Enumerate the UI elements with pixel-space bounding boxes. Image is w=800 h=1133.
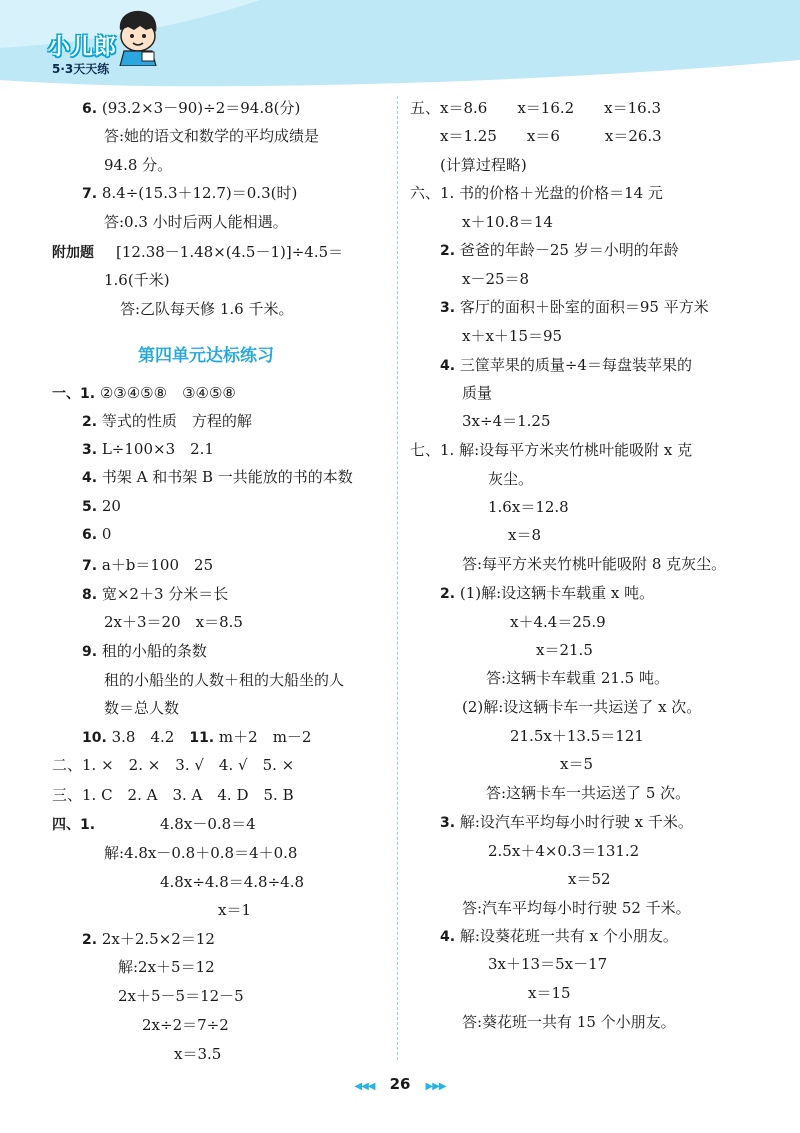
answer-line: 答:这辆卡车载重 21.5 吨。 — [486, 669, 669, 687]
answer-line: 1.6(千米) — [104, 271, 170, 289]
logo-title: 小儿郎 — [48, 35, 118, 60]
answer-line: 解:4.8x－0.8＋0.8＝4＋0.8 — [104, 844, 298, 862]
answer-line: 2x÷2＝7÷2 — [142, 1016, 229, 1034]
answer-line: 3. 解:设汽车平均每小时行驶 x 千米。 — [440, 813, 693, 831]
answer-line: 答:她的语文和数学的平均成绩是 — [104, 127, 320, 145]
page-number: 26 — [389, 1075, 411, 1093]
answer-line: [12.38－1.48×(4.5－1)]÷4.5＝ — [116, 243, 344, 261]
bonus-label: 附加题 — [52, 245, 94, 261]
next-arrows-icon: ▶▶▶ — [425, 1081, 446, 1092]
answer-line: 灰尘。 — [488, 470, 534, 488]
answer-line: 4. 书架 A 和书架 B 一共能放的书的本数 — [82, 468, 353, 486]
answer-line: x＝1.25 x＝6 x＝26.3 — [440, 127, 662, 145]
mascot-boy-icon — [112, 8, 162, 66]
answer-line: x＋4.4＝25.9 — [510, 613, 606, 631]
answer-line: 三、1. C 2. A 3. A 4. D 5. B — [52, 786, 294, 804]
answer-line: 4. 三筐苹果的质量÷4＝每盘装苹果的 — [440, 356, 692, 374]
answer-line: 5. 20 — [82, 497, 121, 515]
answer-line: 2.5x＋4×0.3＝131.2 — [488, 842, 640, 860]
answer-line: (计算过程略) — [440, 156, 527, 174]
answer-line: 一、1. ②③④⑤⑧ ③④⑤⑧ — [52, 384, 236, 402]
answer-line: 7. a＋b＝100 25 — [82, 556, 214, 574]
answer-line: 4.8x－0.8＝4 — [160, 815, 256, 833]
answer-line: 10. 3.8 4.2 11. m＋2 m－2 — [82, 728, 312, 746]
answer-line: 1.6x＝12.8 — [488, 498, 569, 516]
answer-line: 6. (93.2×3－90)÷2＝94.8(分) — [82, 99, 301, 117]
answer-line: x＝15 — [528, 984, 571, 1002]
answer-line: 2. 爸爸的年龄－25 岁＝小明的年龄 — [440, 241, 679, 259]
answer-line: (2)解:设这辆卡车一共运送了 x 次。 — [462, 698, 702, 716]
answer-line: 94.8 分。 — [104, 156, 173, 174]
answer-line: 七、1. 解:设每平方米夹竹桃叶能吸附 x 克 — [410, 441, 693, 459]
answer-line: 2. 2x＋2.5×2＝12 — [82, 930, 215, 948]
answer-line: 答:汽车平均每小时行驶 52 千米。 — [462, 899, 691, 917]
answer-line: 数＝总人数 — [104, 699, 180, 717]
answer-line: x＝5 — [560, 755, 594, 773]
answer-line: 四、1. — [52, 817, 96, 833]
answer-line: 3. L÷100×3 2.1 — [82, 440, 214, 458]
answer-line: x＝8 — [508, 526, 542, 544]
answer-line: 答:每平方米夹竹桃叶能吸附 8 克灰尘。 — [462, 555, 727, 573]
answer-line: 质量 — [462, 384, 493, 402]
answer-line: x－25＝8 — [462, 270, 530, 288]
answer-line: 二、1. × 2. × 3. √ 4. √ 5. × — [52, 756, 295, 774]
answer-line: 答:这辆卡车一共运送了 5 次。 — [486, 784, 691, 802]
answer-line: x＝1 — [218, 901, 252, 919]
answer-line: 2x＋5－5＝12－5 — [118, 987, 244, 1005]
answer-line: x＋x＋15＝95 — [462, 327, 563, 345]
prev-arrows-icon: ◀◀◀ — [354, 1081, 375, 1092]
answer-line: 6. 0 — [82, 525, 112, 543]
answer-line: 3x÷4＝1.25 — [462, 412, 551, 430]
answer-line: 3. 客厅的面积＋卧室的面积＝95 平方米 — [440, 298, 709, 316]
answer-line: 六、1. 书的价格＋光盘的价格＝14 元 — [410, 184, 663, 202]
column-divider — [397, 96, 398, 1060]
answer-line: 2. 等式的性质 方程的解 — [82, 412, 252, 430]
answer-line: 2. (1)解:设这辆卡车载重 x 吨。 — [440, 584, 655, 602]
answer-line: 解:2x＋5＝12 — [118, 958, 215, 976]
answer-line: x＋10.8＝14 — [462, 213, 553, 231]
answer-line: 五、x＝8.6 x＝16.2 x＝16.3 — [410, 99, 662, 117]
answer-line: 租的小船坐的人数＋租的大船坐的人 — [104, 671, 345, 689]
page-footer — [0, 1074, 800, 1093]
answer-line: 4.8x÷4.8＝4.8÷4.8 — [160, 873, 305, 891]
answer-line: 答:葵花班一共有 15 个小朋友。 — [462, 1013, 676, 1031]
answer-line: 3x＋13＝5x－17 — [488, 955, 608, 973]
answer-line: 9. 租的小船的条数 — [82, 642, 207, 660]
answer-line: x＝21.5 — [536, 641, 593, 659]
answer-line: x＝52 — [568, 870, 611, 888]
answer-line: 8. 宽×2＋3 分米＝长 — [82, 585, 229, 603]
logo-subtitle: 5·3天天练 — [52, 62, 110, 76]
section-title: 第四单元达标练习 — [138, 346, 274, 366]
answer-line: 2x＋3＝20 x＝8.5 — [104, 613, 243, 631]
answer-line: 4. 解:设葵花班一共有 x 个小朋友。 — [440, 927, 678, 945]
answer-line: 7. 8.4÷(15.3＋12.7)＝0.3(时) — [82, 184, 298, 202]
answer-line: x＝3.5 — [174, 1045, 222, 1063]
answer-line: 答:0.3 小时后两人能相遇。 — [104, 213, 288, 231]
answer-line: 21.5x＋13.5＝121 — [510, 727, 644, 745]
answer-line: 答:乙队每天修 1.6 千米。 — [120, 300, 294, 318]
